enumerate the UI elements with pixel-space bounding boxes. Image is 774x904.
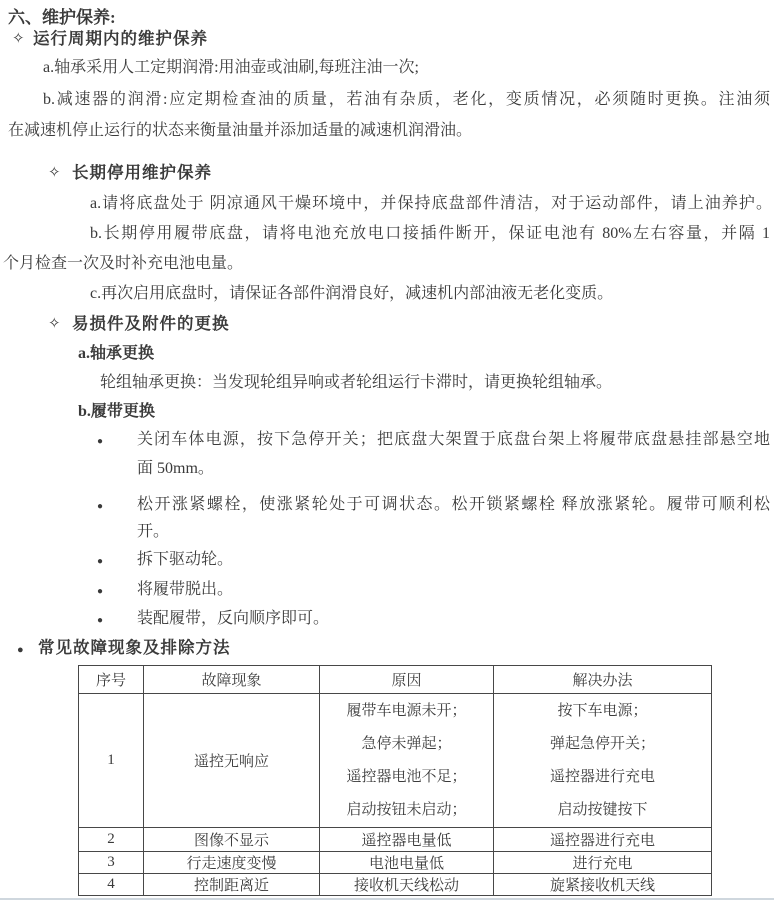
diamond-icon: ✧ xyxy=(12,31,25,47)
row-no: 1 xyxy=(79,694,144,828)
solution-line: 按下车电源； xyxy=(557,702,648,719)
row-solution: 进行充电 xyxy=(494,852,712,874)
col-header-cause: 原因 xyxy=(320,666,494,694)
bullet-icon: ● xyxy=(97,615,104,626)
bullet-icon: ● xyxy=(97,556,104,567)
bullet-item-cont: 面 50mm。 xyxy=(137,460,214,477)
table-header-row xyxy=(79,666,712,694)
bullet-item: 将履带脱出。 xyxy=(137,581,234,598)
section3-sub-b-heading: b.履带更换 xyxy=(78,403,155,420)
bullet-item: 关闭车体电源，按下急停开关；把底盘大架置于底盘台架上将履带底盘悬挂部悬空地 xyxy=(137,431,770,448)
row-no: 3 xyxy=(79,852,144,874)
section1-para-b-line1: b.减速器的润滑:应定期检查油的质量，若油有杂质，老化，变质情况，必须随时更换。注油须 xyxy=(43,91,770,108)
bullet-item: 拆下驱动轮。 xyxy=(137,551,234,568)
row-no: 4 xyxy=(79,874,144,896)
section3-sub-a-heading: a.轴承更换 xyxy=(78,345,155,362)
solution-line: 启动按键按下 xyxy=(557,801,648,818)
table-row xyxy=(79,852,712,874)
table-row xyxy=(79,828,712,852)
section3-sub-a-text: 轮组轴承更换：当发现轮组异响或者轮组运行卡滞时，请更换轮组轴承。 xyxy=(100,374,613,391)
table-row xyxy=(79,874,712,896)
cause-line: 履带车电源未开； xyxy=(346,702,467,719)
row-cause: 电池电量低 xyxy=(320,852,494,874)
col-header-solution: 解决办法 xyxy=(494,666,712,694)
section3-heading: 易损件及附件的更换 xyxy=(72,314,230,333)
diamond-icon: ✧ xyxy=(48,316,61,332)
section1-heading: 运行周期内的维护保养 xyxy=(33,29,208,48)
row-symptom: 行走速度变慢 xyxy=(144,852,320,874)
diamond-icon: ✧ xyxy=(48,165,61,181)
section1-para-a: a.轴承采用人工定期润滑:用油壶或油刷,每班注油一次; xyxy=(43,59,419,76)
bullet-item-cont: 开。 xyxy=(137,523,170,540)
row-cause: 接收机天线松动 xyxy=(320,874,494,896)
cause-line: 遥控器电池不足； xyxy=(346,768,467,785)
bullet-icon: ● xyxy=(97,586,104,597)
row-solution: 遥控器进行充电 xyxy=(494,828,712,852)
col-header-no: 序号 xyxy=(79,666,144,694)
page-title: 六、维护保养: xyxy=(8,8,116,27)
bullet-icon: ● xyxy=(97,436,104,447)
row-no: 2 xyxy=(79,828,144,852)
bullet-item: 装配履带，反向顺序即可。 xyxy=(137,610,330,627)
faq-heading: 常见故障现象及排除方法 xyxy=(38,638,231,657)
page-edge-divider xyxy=(0,898,774,900)
cause-line: 急停未弹起； xyxy=(361,735,452,752)
row-solutions xyxy=(494,694,712,828)
section1-para-b-line2: 在减速机停止运行的状态来衡量油量并添加适量的减速机润滑油。 xyxy=(8,122,473,139)
bullet-item: 松开涨紧螺栓，使涨紧轮处于可调状态。松开锁紧螺栓 释放涨紧轮。履带可顺利松 xyxy=(137,496,770,513)
bullet-icon: ● xyxy=(17,644,24,656)
solution-line: 弹起急停开关； xyxy=(549,735,655,752)
section2-para-c: c.再次启用底盘时，请保证各部件润滑良好，减速机内部油液无老化变质。 xyxy=(90,285,614,302)
solution-line: 遥控器进行充电 xyxy=(549,768,655,785)
row-causes xyxy=(320,694,494,828)
section2-para-b-line1: b.长期停用履带底盘，请将电池充放电口接插件断开，保证电池有 80%左右容量，并隔 1 xyxy=(90,225,770,242)
row-symptom: 遥控无响应 xyxy=(144,694,320,828)
cause-line: 启动按钮未启动； xyxy=(346,801,467,818)
section2-heading: 长期停用维护保养 xyxy=(72,163,212,182)
row-symptom: 图像不显示 xyxy=(144,828,320,852)
row-solution: 旋紧接收机天线 xyxy=(494,874,712,896)
table-row xyxy=(79,694,712,828)
faq-table xyxy=(78,665,712,896)
bullet-icon: ● xyxy=(97,501,104,512)
section2-para-a: a.请将底盘处于 阴凉通风干燥环境中，并保持底盘部件清洁，对于运动部件，请上油养护。 xyxy=(90,195,772,212)
row-symptom: 控制距离近 xyxy=(144,874,320,896)
section2-para-b-line2: 个月检查一次及时补充电池电量。 xyxy=(3,255,244,272)
col-header-symptom: 故障现象 xyxy=(144,666,320,694)
row-cause: 遥控器电量低 xyxy=(320,828,494,852)
